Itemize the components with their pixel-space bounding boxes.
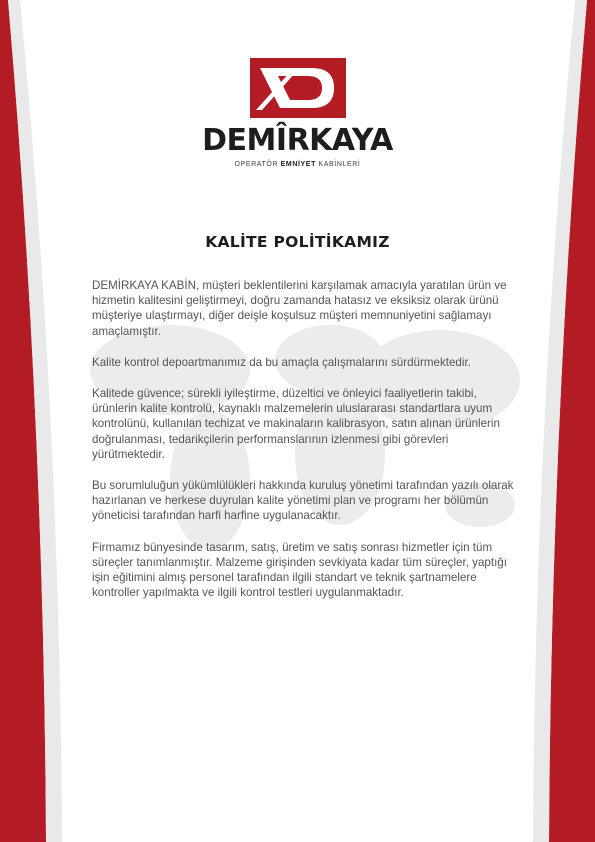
brand-logo-icon [250,58,346,118]
brand-name: DEMÎRKAYA [202,123,393,158]
tagline-pre: OPERATÖR [234,161,279,168]
tagline-post: KABİNLERİ [318,161,361,168]
brand-tagline [0,161,595,168]
policy-body [92,278,522,616]
paragraph: Kalitede güvence; sürekli iyileştirme, düzeltici ve önleyici faaliyetlerin takibi, ürünlerin kalite kontrolü, kaynaklı malzemelerin uluslararası standartlara uyum kontrolünü, kullanılan techizat ve makinaların kalibrasyon, satın alınan ürünlerin doğrulanması, tedarikçilerin performanslarının izlenmesi gibi görevleri yürütmektedir. [92,387,500,461]
paragraph: Kalite kontrol depoartmanımız da bu amaçla çalışmalarını sürdürmektedir. [92,355,471,369]
paragraph: Firmamız bünyesinde tasarım, satış, üretim ve satış sonrası hizmetler için tüm süreçler tanımlanmıştır. Malzeme girişinden sevkiyata kadar tüm süreçler, yaptığı işin eğitimini almış personel tarafından ilgili standart ve teknik şartnamelere kontroller yapılmakta ve ilgili kontrol testleri uygulanmaktadır. [92,540,507,600]
paragraph: DEMİRKAYA KABİN, müşteri beklentilerini karşılamak amacıyla yaratılan ürün ve hizmetin kalitesini geliştirmeyi, doğru zamanda hatasız ve eksiksiz olarak ürünü müşteriye ulaştırmayı, diğer deişle koşulsuz müşteri memnuniyetini sağlamayı amaçlamıştır. [92,279,507,338]
page-title: KALİTE POLİTİKAMIZ [205,233,390,251]
paragraph: Bu sorumluluğun yükümlülükleri hakkında kuruluş yönetimi tarafından yazılı olarak hazırlanan ve herkese duyrulan kalite yönetimi plan ve programı her bölümün yöneticisi tarafından harfi harfine uygulanacaktır. [92,479,514,523]
tagline-strong: EMNİYET [280,161,316,168]
brand-logo [0,58,595,168]
